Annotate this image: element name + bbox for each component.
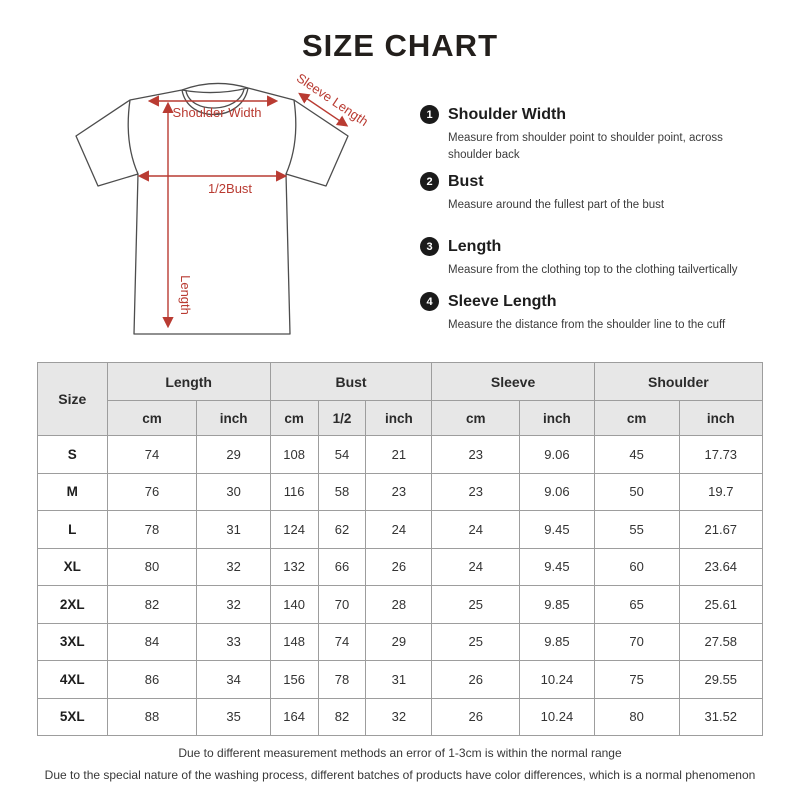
value-cell: 19.7 bbox=[679, 473, 762, 511]
measurement-title: Shoulder Width bbox=[448, 105, 567, 123]
shirt-right-seam bbox=[286, 100, 296, 174]
table-row bbox=[38, 586, 763, 624]
measurement-description: Measure around the fullest part of the bust bbox=[448, 199, 665, 211]
value-cell: 21 bbox=[366, 436, 432, 474]
unit-header: inch bbox=[679, 401, 762, 436]
size-cell: 4XL bbox=[38, 661, 108, 699]
size-cell: 2XL bbox=[38, 586, 108, 624]
value-cell: 32 bbox=[197, 586, 270, 624]
value-cell: 24 bbox=[432, 548, 520, 586]
value-cell: 23 bbox=[432, 436, 520, 474]
value-cell: 74 bbox=[107, 436, 197, 474]
unit-header: inch bbox=[197, 401, 270, 436]
value-cell: 66 bbox=[318, 548, 366, 586]
value-cell: 28 bbox=[366, 586, 432, 624]
unit-header: inch bbox=[366, 401, 432, 436]
size-column-header: Size bbox=[38, 363, 108, 436]
value-cell: 58 bbox=[318, 473, 366, 511]
measurement-title: Length bbox=[448, 237, 502, 255]
table-row bbox=[38, 511, 763, 549]
value-cell: 70 bbox=[594, 623, 679, 661]
shirt-collar-back-top bbox=[182, 83, 248, 90]
measurement-item-sleeve-length bbox=[420, 292, 725, 334]
value-cell: 50 bbox=[594, 473, 679, 511]
value-cell: 29 bbox=[366, 623, 432, 661]
value-cell: 9.85 bbox=[520, 623, 595, 661]
footer-notes bbox=[0, 742, 800, 786]
value-cell: 116 bbox=[270, 473, 318, 511]
value-cell: 25.61 bbox=[679, 586, 762, 624]
value-cell: 9.45 bbox=[520, 548, 595, 586]
value-cell: 65 bbox=[594, 586, 679, 624]
shoulder-group-header: Shoulder bbox=[594, 363, 762, 401]
value-cell: 55 bbox=[594, 511, 679, 549]
table-row bbox=[38, 698, 763, 736]
measurement-number-badge: 4 bbox=[420, 292, 439, 311]
value-cell: 88 bbox=[107, 698, 197, 736]
shoulder-width-label: Shoulder Width bbox=[172, 105, 262, 120]
shirt-collar-back-bottom bbox=[182, 88, 248, 93]
value-cell: 140 bbox=[270, 586, 318, 624]
tshirt-diagram bbox=[60, 62, 405, 362]
table-unit-header-row bbox=[38, 401, 763, 436]
size-cell: 5XL bbox=[38, 698, 108, 736]
measurement-description: Measure from the clothing top to the clothing tailvertically bbox=[448, 264, 738, 276]
value-cell: 31 bbox=[197, 511, 270, 549]
value-cell: 33 bbox=[197, 623, 270, 661]
value-cell: 24 bbox=[366, 511, 432, 549]
value-cell: 84 bbox=[107, 623, 197, 661]
value-cell: 86 bbox=[107, 661, 197, 699]
value-cell: 27.58 bbox=[679, 623, 762, 661]
value-cell: 30 bbox=[197, 473, 270, 511]
value-cell: 82 bbox=[107, 586, 197, 624]
table-row bbox=[38, 548, 763, 586]
value-cell: 124 bbox=[270, 511, 318, 549]
table-row bbox=[38, 436, 763, 474]
table-group-header-row bbox=[38, 363, 763, 401]
unit-header: 1/2 bbox=[318, 401, 366, 436]
length-label: Length bbox=[178, 275, 193, 315]
value-cell: 156 bbox=[270, 661, 318, 699]
size-cell: XL bbox=[38, 548, 108, 586]
value-cell: 45 bbox=[594, 436, 679, 474]
value-cell: 17.73 bbox=[679, 436, 762, 474]
value-cell: 70 bbox=[318, 586, 366, 624]
half-bust-label: 1/2Bust bbox=[207, 181, 253, 196]
value-cell: 32 bbox=[197, 548, 270, 586]
shirt-outline bbox=[76, 88, 348, 334]
value-cell: 35 bbox=[197, 698, 270, 736]
value-cell: 29.55 bbox=[679, 661, 762, 699]
value-cell: 80 bbox=[594, 698, 679, 736]
page-title: SIZE CHART bbox=[302, 28, 498, 63]
length-group-header: Length bbox=[107, 363, 270, 401]
value-cell: 78 bbox=[318, 661, 366, 699]
sleeve-length-label: Sleeve Length bbox=[293, 70, 372, 130]
measurement-number-badge: 3 bbox=[420, 237, 439, 256]
size-cell: M bbox=[38, 473, 108, 511]
value-cell: 25 bbox=[432, 623, 520, 661]
value-cell: 62 bbox=[318, 511, 366, 549]
unit-header: inch bbox=[520, 401, 595, 436]
table-row bbox=[38, 473, 763, 511]
bust-group-header: Bust bbox=[270, 363, 432, 401]
unit-header: cm bbox=[432, 401, 520, 436]
value-cell: 108 bbox=[270, 436, 318, 474]
size-table bbox=[37, 362, 763, 736]
unit-header: cm bbox=[270, 401, 318, 436]
shirt-left-seam bbox=[128, 100, 138, 174]
value-cell: 9.06 bbox=[520, 436, 595, 474]
value-cell: 75 bbox=[594, 661, 679, 699]
value-cell: 31.52 bbox=[679, 698, 762, 736]
measurement-description: Measure from shoulder point to shoulder point, across shoulder back bbox=[448, 132, 723, 162]
value-cell: 76 bbox=[107, 473, 197, 511]
size-cell: 3XL bbox=[38, 623, 108, 661]
value-cell: 24 bbox=[432, 511, 520, 549]
measurement-item-bust bbox=[420, 172, 664, 214]
value-cell: 25 bbox=[432, 586, 520, 624]
size-cell: S bbox=[38, 436, 108, 474]
value-cell: 21.67 bbox=[679, 511, 762, 549]
measurement-title: Sleeve Length bbox=[448, 292, 557, 310]
sleeve-group-header: Sleeve bbox=[432, 363, 594, 401]
value-cell: 9.45 bbox=[520, 511, 595, 549]
unit-header: cm bbox=[594, 401, 679, 436]
value-cell: 26 bbox=[366, 548, 432, 586]
value-cell: 26 bbox=[432, 698, 520, 736]
unit-header: cm bbox=[107, 401, 197, 436]
tshirt-drawing bbox=[60, 62, 405, 362]
value-cell: 10.24 bbox=[520, 698, 595, 736]
measurement-item-shoulder-width bbox=[420, 105, 728, 165]
note-line: Due to the special nature of the washing process, different batches of products have color differences, which is a normal phenomenon bbox=[44, 768, 756, 782]
value-cell: 10.24 bbox=[520, 661, 595, 699]
value-cell: 34 bbox=[197, 661, 270, 699]
value-cell: 32 bbox=[366, 698, 432, 736]
value-cell: 54 bbox=[318, 436, 366, 474]
note-line: Due to different measurement methods an error of 1-3cm is within the normal range bbox=[178, 746, 622, 760]
value-cell: 132 bbox=[270, 548, 318, 586]
value-cell: 78 bbox=[107, 511, 197, 549]
value-cell: 23.64 bbox=[679, 548, 762, 586]
value-cell: 23 bbox=[366, 473, 432, 511]
value-cell: 26 bbox=[432, 661, 520, 699]
measurement-number-badge: 2 bbox=[420, 172, 439, 191]
value-cell: 60 bbox=[594, 548, 679, 586]
measurement-number-badge: 1 bbox=[420, 105, 439, 124]
measurement-title: Bust bbox=[448, 172, 484, 190]
measurement-item-length bbox=[420, 237, 738, 279]
measurement-description: Measure the distance from the shoulder line to the cuff bbox=[448, 319, 726, 331]
value-cell: 31 bbox=[366, 661, 432, 699]
value-cell: 80 bbox=[107, 548, 197, 586]
value-cell: 9.85 bbox=[520, 586, 595, 624]
value-cell: 74 bbox=[318, 623, 366, 661]
value-cell: 164 bbox=[270, 698, 318, 736]
value-cell: 82 bbox=[318, 698, 366, 736]
value-cell: 148 bbox=[270, 623, 318, 661]
table-row bbox=[38, 661, 763, 699]
value-cell: 29 bbox=[197, 436, 270, 474]
value-cell: 9.06 bbox=[520, 473, 595, 511]
value-cell: 23 bbox=[432, 473, 520, 511]
size-cell: L bbox=[38, 511, 108, 549]
table-row bbox=[38, 623, 763, 661]
